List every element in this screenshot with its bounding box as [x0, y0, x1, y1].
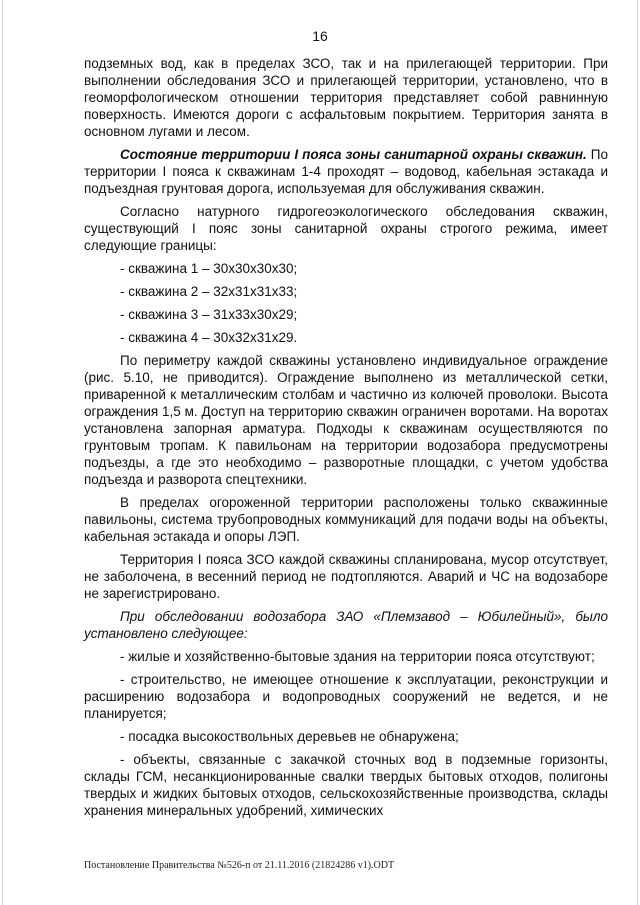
page-edge-right [637, 0, 638, 905]
paragraph-boundaries: Согласно натурного гидрогеоэкологического обследования скважин, существующий I пояс зоны санитарной охраны строгого режима, имеет следующие границы: [84, 204, 608, 253]
section-heading: Состояние территории I пояса зоны санитарной охраны скважин. [120, 147, 587, 162]
paragraph-survey-intro: При обследовании водозабора ЗАО «Племзавод – Юбилейный», было установлено следующее: [84, 609, 608, 641]
paragraph-territory-state: Территория I пояса ЗСО каждой скважины спланирована, мусор отсутствует, не заболочена, в весенний период не подтопляются. Аварий и ЧС на водозаборе не зарегистрировано. [84, 552, 608, 601]
list-item-well-4: - скважина 4 – 30х32х31х29. [120, 330, 298, 345]
list-item-finding-4: - объекты, связанные с закачкой сточных вод в подземные горизонты, склады ГСМ, несанкционированные свалки твердых бытовых отходов, полигоны твердых и жидких бытовых отходов, сельскохозяйственные производства, склады хранения минеральных удобрений, химических [84, 752, 608, 818]
paragraph-fencing: По периметру каждой скважины установлено индивидуальное ограждение (рис. 5.10, не приводится). Ограждение выполнено из металлической сетки, приваренной к металлическим столбам и частично из колючей проволоки. Высота ограждения 1,5 м. Доступ на территорию скважин ограничен воротами. На воротах установлена запорная арматура. Подходы к скважинам осуществляются по грунтовым тропам. К павильонам на территории водозабора предусмотрены подъезды, а где это необходимо – разворотные площадки, с учетом удобства подъезда и разворота спецтехники. [84, 353, 608, 487]
document-body [84, 55, 608, 825]
list-item-finding-3: - посадка высокоствольных деревьев не обнаружена; [120, 729, 459, 744]
list-item-finding-2: - строительство, не имеющее отношение к эксплуатации, реконструкции и расширению водозабора и водопроводных сооружений не ведется, и не планируется; [84, 672, 608, 721]
list-item-well-1: - скважина 1 – 30х30х30х30; [120, 261, 298, 276]
page-edge-left [2, 0, 3, 905]
list-item-well-2: - скважина 2 – 32х31х31х33; [120, 284, 298, 299]
list-item-well-3: - скважина 3 – 31х33х30х29; [120, 307, 298, 322]
paragraph-zone-state [84, 146, 608, 197]
paragraph-zone-state-body: По территории I пояса к скважинам 1-4 проходят – водовод, кабельная эстакада и подъездная грунтовая дорога, используемая для обслуживания скважин. [84, 147, 608, 196]
page-number: 16 [312, 28, 328, 44]
document-footer: Постановление Правительства №526-п от 21.11.2016 (21824286 v1).ODT [84, 860, 395, 871]
paragraph-enclosed-area: В пределах огороженной территории расположены только скважинные павильоны, система трубопроводных коммуникаций для подачи воды на объекты, кабельная эстакада и опоры ЛЭП. [84, 495, 608, 544]
paragraph-intro: подземных вод, как в пределах ЗСО, так и на прилегающей территории. При выполнении обследования ЗСО и прилегающей территории, установлено, что в геоморфологическом отношении территория представляет собой равнинную поверхность. Имеются дороги с асфальтовым покрытием. Территория занята в основном лугами и лесом. [84, 56, 608, 139]
list-item-finding-1: - жилые и хозяйственно-бытовые здания на территории пояса отсутствуют; [120, 649, 595, 664]
